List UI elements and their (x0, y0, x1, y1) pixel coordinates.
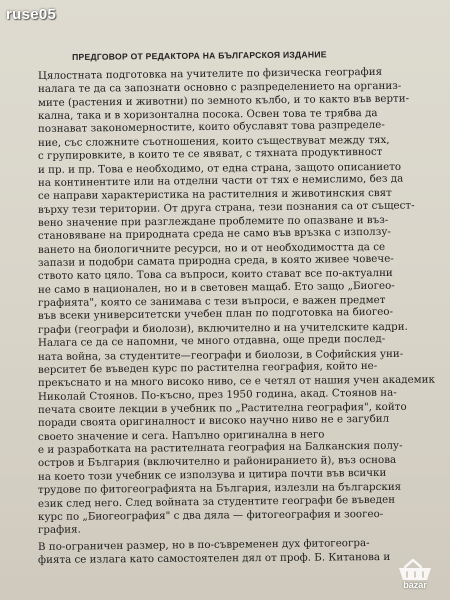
text-line: налага те да са запознати основно с разпределението на организ- (37, 80, 402, 96)
text-line: ството като цяло. Това са въпроси, които стават все по-актуални (37, 267, 393, 283)
text-line: не само в национален, но и в световен мащаб. Ето защо „Биогео- (37, 279, 395, 296)
text-line: върху тези територии. От друга страна, тези познания са от същест- (37, 198, 415, 216)
text-line: прекъснато и на много високо ниво, се е четял от нашия учен академик (37, 373, 436, 390)
text-line: В по-ограничен размер, но в по-съвременен дух фитогеогра- (37, 536, 370, 553)
text-line: становяване на природната среда не само във връзка с използу- (37, 226, 391, 243)
text-line: запази и подобри самата природна среда, в която живее човече- (37, 252, 394, 270)
text-line: курс по „Биогеография" с два дяла — фитогеография и зоогео- (37, 507, 384, 523)
page-body (37, 65, 444, 567)
text-line: поради своята оригиналност и високо научно ниво не е загубил (37, 413, 390, 430)
text-line: и пр. и пр. Това е необходимо, от една страна, защото описанието (37, 160, 402, 176)
text-line: във всеки университетски учебен план по подготовка на биогео- (37, 306, 394, 323)
text-line: ването на биологичните ресурси, но и от необходимостта да се (37, 240, 386, 256)
text-line: печата своите лекции в учебник по „Растителна география", който (37, 400, 407, 416)
text-line: е и разработката на растителната география на Балканския полу- (37, 439, 403, 457)
text-line: вено значение при разглеждане проблемите по опазване и въз- (37, 213, 389, 229)
text-line: мите (растения и животни) по земното кълбо, и то както във верти- (37, 92, 410, 109)
paragraph-1 (37, 65, 444, 337)
text-line: на което този учебник се използува и цитира почти във всички (37, 466, 387, 483)
text-line: ната война, за студентите—географи и биолози, в Софийския уни- (37, 347, 404, 363)
text-line: остров и България (включително и райониранието й), въз основа (37, 454, 397, 470)
text-line: Цялостната подготовка на учителите по физическа география (37, 65, 383, 82)
basket-icon (387, 558, 443, 582)
text-line: графи (географи и биолози), включително и на учителските кадри. (37, 320, 408, 336)
text-line: Налага се да се напомни, че много отдавна, още преди послед- (37, 332, 386, 350)
text-line: графията", която се занимава с тези въпроси, е важен предмет (37, 294, 386, 310)
text-line: език след него. След войната за студентите географи бе въведен (37, 493, 396, 510)
text-line: трудове по фитогеографията на България, излезли на българския (37, 480, 402, 497)
text-line: ние, със сложните съотношения, които съществуват между тях, (37, 133, 390, 149)
text-line: графия. (37, 523, 81, 537)
text-line: верситет бе въведен курс по растителна география, който не- (37, 359, 378, 376)
text-line: на континентите или на отделни части от тях е немислимо, без да (37, 172, 404, 189)
seller-watermark: ruse05 (6, 6, 57, 23)
text-line: фията се излага като самостоятелен дял от проф. Б. Китанова и (37, 550, 391, 566)
logo-text: bazar (403, 580, 427, 590)
text-line: кална, така и в хоризонтална посока. Освен това те трябва да (37, 107, 378, 123)
marketplace-logo (387, 558, 443, 594)
text-line: своето значение и сега. Напълно оригинална в него (37, 428, 325, 443)
text-line: познават закономерностите, които обуславят това разпределе- (37, 119, 385, 136)
paragraph-2 (37, 332, 444, 537)
text-line: Николай Стоянов. По-късно, през 1950 година, акад. Стоянов на- (37, 386, 397, 403)
text-line: с групировките, в които те се явяват, с тяхната продуктивност (37, 145, 383, 163)
paragraph-3 (37, 536, 444, 568)
text-line: се направи характеристика на растителния и животинския свят (37, 187, 392, 203)
page-heading: ПРЕДГОВОР ОТ РЕДАКТОРА НА БЪЛГАРСКОЯ ИЗДАНИЕ (72, 49, 327, 62)
